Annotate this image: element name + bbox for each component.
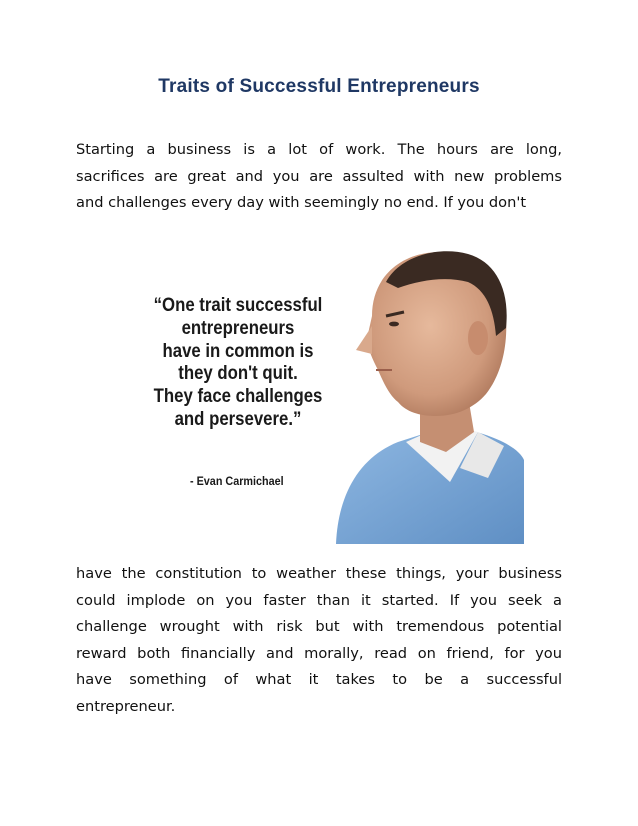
quote-line: “One trait successful [153,294,323,316]
portrait-photo [328,246,524,544]
paragraph-line: reward both financially and morally, read on friend, for you [76,644,562,662]
paragraph-line: have something of what it takes to be a successful [76,671,562,688]
quote-figure [118,246,524,544]
paragraph-line: and challenges every day with seemingly no end. If you don't [76,194,527,211]
paragraph-line: have the constitution to weather these things, your business [76,565,562,582]
paragraph-line: challenge wrought with risk but with tremendous potential [76,618,562,635]
quote-line: They face challenges [153,385,323,408]
paragraph-line: sacrifices are great and you are assulted with new problems [76,167,562,185]
quote-line: have in common is [162,339,314,362]
quote-line: they don't quit. [178,362,298,385]
page-title: Traits of Successful Entrepreneurs [158,76,480,97]
quote-attribution: - Evan Carmichael [190,474,284,488]
paragraph-line: could implode on you faster than it started. If you seek a [76,591,562,609]
intro-paragraph [76,137,562,217]
quote-text [135,294,341,431]
quote-line: entrepreneurs [181,316,295,339]
body-paragraph [76,561,562,720]
paragraph-line: entrepreneur. [76,697,176,715]
quote-line: and persevere.” [174,407,302,430]
paragraph-line: Starting a business is a lot of work. The hours are long, [76,141,562,158]
